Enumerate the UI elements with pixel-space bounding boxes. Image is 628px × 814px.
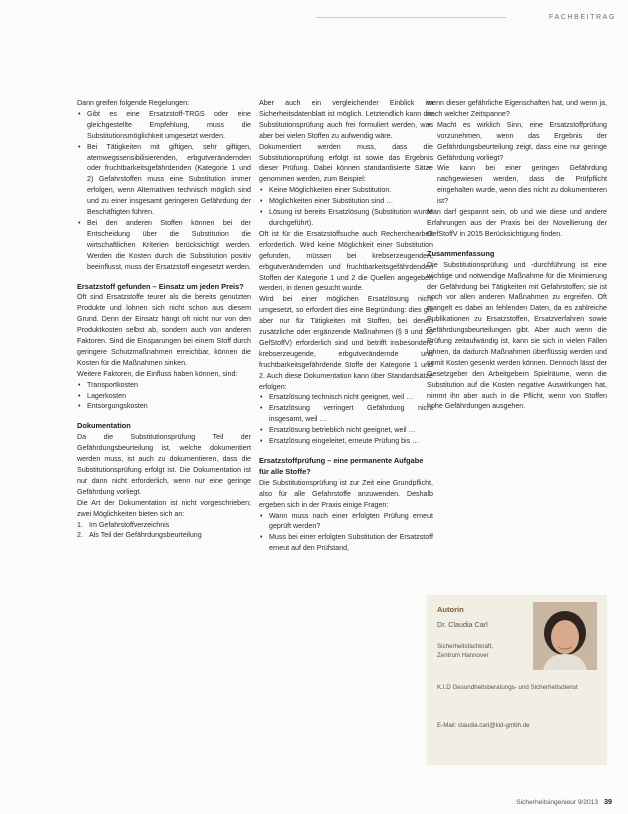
column-3 (427, 98, 607, 412)
paragraph: Oft ist für die Ersatzstoffsuche auch Recherchearbeit erforderlich. Wird keine Möglichkeit einer Substitution gefunden, müssen bei krebserzeugenden, erbgutverändernden und fruchtbarkeitsgefährdenden Stoffen der Kategorie 1 und 2 die Quellen angegeben werden, in denen gesucht wurde. (259, 229, 433, 293)
bullet-list (259, 511, 433, 555)
bullet-list (259, 392, 433, 447)
list-item: • Lösung ist bereits Ersatzlösung (Substitution wurde durchgeführt). (259, 207, 433, 229)
author-organization: K.I.D Gesundheitsberatungs- und Sicherheitsdienst (437, 684, 578, 691)
section-heading: Ersatzstoffprüfung – eine permanente Aufgabe für alle Stoffe? (259, 456, 424, 476)
column-1 (77, 98, 251, 541)
paragraph: Man darf gespannt sein, ob und wie diese und andere Erfahrungen aus der Praxis bei der Novellierung der GefStoffV in 2015 Berücksichtigung finden. (427, 208, 607, 238)
author-affiliation: Sicherheitsfachkraft, Zentrum Hannover (437, 643, 494, 660)
page-footer (516, 797, 612, 806)
bullet-list (259, 185, 433, 229)
list-item: • Wann muss nach einer erfolgten Prüfung erneut geprüft werden? (259, 511, 433, 533)
list-item: • Muss bei einer erfolgten Substitution der Ersatzstoff erneut auf den Prüfstand, (259, 532, 433, 554)
list-item: • Ersatzlösung betrieblich nicht geeignet, weil … (259, 425, 433, 436)
column-2 (259, 98, 433, 554)
list-item: • Gibt es eine Ersatzstoff-TRGS oder eine gleichgestellte Empfehlung, muss die Substitutionsmöglichkeit umgesetzt werden. (77, 109, 251, 142)
paragraph: Aber auch ein vergleichender Einblick im Sicherheitsdatenblatt ist möglich. Letztendlich kann die Substitutionsprüfung auch frei formuliert werden, was aber bei vielen Stoffen zu aufwendig wäre. (259, 99, 433, 140)
list-item: • Macht es wirklich Sinn, eine Ersatzstoffprüfung vorzunehmen, wenn das Ergebnis der Gefährdungsbeurteilung zeigt, dass eine nur geringe Gefährdung vorliegt? (427, 120, 607, 164)
bullet-list (427, 120, 607, 207)
paragraph: Die Substitutionsprüfung ist zur Zeit eine Grundpflicht, also für alle Gefahrstoffe anzuwenden. Deshalb ergeben sich in der Praxis einige Fragen: (259, 478, 433, 509)
header-rule (316, 17, 506, 18)
paragraph: Da die Substitutionsprüfung Teil der Gefährdungsbeurteilung ist, welche dokumentiert werden muss, ist auch zu dokumentieren, dass die Substitutionsprüfung erfolgt ist. Die Dokumentation ist nur dann nicht erforderlich, wenn nur eine geringe Gefährdung vorliegt. (77, 433, 251, 496)
section-heading: Zusammenfassung (427, 248, 495, 258)
paragraph: Die Art der Dokumentation ist nicht vorgeschrieben; zwei Möglichkeiten bieten sich an: (77, 498, 251, 518)
list-item: • Ersatzlösung technisch nicht geeignet, weil … (259, 392, 433, 403)
paragraph: Die Substitutionsprüfung und -durchführung ist eine wichtige und notwendige Maßnahme für die Minimierung der Gefährdung bei Tätigkeiten mit Gefahrstoffen; sie ist noch vor allen anderen Maßnahmen zu ergreifen. Oft mangelt es dabei an fehlenden Daten, da es zahlreiche Publikationen zu Ersatzstoffen, Ersatzverfahren sowie Gefährdungsbeurteilungen gibt. Aber auch wenn die Prüfung zeitaufwändig ist, kann sie sich in vielen Fällen lohnen, da dadurch Maßnahmen überflüssig werden und somit Kosten gesenkt werden können. Dennoch lässt der Gesetzgeber den Arbeitgebern Spielräume, wenn die Substitution auf die Kosten negative Auswirkungen hat, nimmt ihn aber auch in die Pflicht, wenn von Stoffen hohe Gefährdungen ausgehen. (427, 260, 607, 411)
author-email[interactable]: E-Mail: claudia.carl@kid-gmbh.de (437, 722, 530, 729)
list-item: • Transportkosten (77, 380, 251, 391)
author-box (427, 595, 607, 765)
list-item: 2. Als Teil der Gefährdungsbeurteilung (77, 531, 202, 540)
paragraph: Dann greifen folgende Regelungen: (77, 99, 190, 107)
list-item: • Wie kann bei einer geringen Gefährdung nachgewiesen werden, dass die Prüfpflicht eingehalten wurde, wenn dies nicht zu dokumentieren ist? (427, 163, 607, 207)
magazine-issue: Sicherheitsingenieur 9/2013 (516, 799, 598, 806)
author-name: Dr. Claudia Carl (437, 620, 488, 629)
portrait-image (533, 602, 597, 670)
list-item: • Lagerkosten (77, 391, 251, 402)
section-heading: Ersatzstoff gefunden – Einsatz um jeden Preis? (77, 281, 244, 291)
author-photo (533, 602, 597, 670)
paragraph: Dokumentiert werden muss, dass die Substitutionsprüfung erfolgt ist sowie das Ergebnis dieser Prüfung. Dabei können standardisierte Sätze genommen werden, zum Beispiel: (259, 142, 433, 184)
bullet-list (77, 109, 251, 273)
paragraph: wenn dieser gefährliche Eigenschaften hat, und wenn ja, nach welcher Zeitspanne? (427, 99, 607, 118)
paragraph: Weitere Faktoren, die Einfluss haben können, sind: (77, 369, 238, 378)
list-item: • Ersatzlösung eingeleitet, erneute Prüfung bis … (259, 436, 433, 447)
section-label: FACHBEITRAG (549, 14, 616, 21)
paragraph: Oft sind Ersatzstoffe teurer als die bereits genutzten Produkte und lohnen sich nicht schon aus diesem Grund. Denn der Einsatz hängt oft nicht nur von den Produktkosten selbst ab, sondern auch von anderen Faktoren. Sind die Einsparungen bei einem Stoff durch geringere Schutzmaßnahmen erreichbar, können die Kosten für die Maßnahmen sinken. (77, 293, 251, 367)
numbered-list (77, 520, 251, 542)
list-item: • Bei den anderen Stoffen können bei der Entscheidung über die Substitution die wirtschaftlichen Kriterien berücksichtigt werden. Werden die Kosten durch die Substitution positiv beeinflusst, muss der Ersatzstoff eingesetzt werden. (77, 218, 251, 273)
list-item: • Möglichkeiten einer Substitution sind … (259, 196, 433, 207)
list-item: • Bei Tätigkeiten mit giftigen, sehr giftigen, atemwegssensibilisierenden, erbgutverändernden oder fruchtbarkeitsgefährdenden (Kategorie 1 und 2) Gefahrstoffen muss eine Substitution immer erfolgen, wenn Alternativen technisch möglich sind und zu einer insgesamt geringeren Gefährdung der Beschäftigten führen. (77, 142, 251, 218)
list-item: • Keine Möglichkeiten einer Substitution. (259, 185, 433, 196)
list-item: • Entsorgungskosten (77, 401, 251, 412)
page-number: 39 (604, 797, 612, 806)
bullet-list (77, 380, 251, 413)
list-item: • Ersatzlösung verringert Gefährdung nicht insgesamt, weil … (259, 403, 433, 425)
author-heading: Autorin (437, 605, 464, 614)
paragraph: Wird bei einer möglichen Ersatzlösung nicht umgesetzt, so erfordert dies eine Begründung: dies gilt aber nur für Tätigkeiten mit Stoffen, bei denen zusätzliche oder ergänzende Maßnahmen (§ 9 und 10 GefStoffV) erforderlich sind und betrifft insbesondere krebserzeugende, erbgutverändernde und fruchtbarkeitsgefährdende Stoffe der Kategorie 1 und 2. Auch diese Dokumentation kann über Standardsätze erfolgen: (259, 295, 433, 391)
section-heading: Dokumentation (77, 421, 131, 431)
list-item: 1. Im Gefahrstoffverzeichnis (77, 520, 170, 529)
